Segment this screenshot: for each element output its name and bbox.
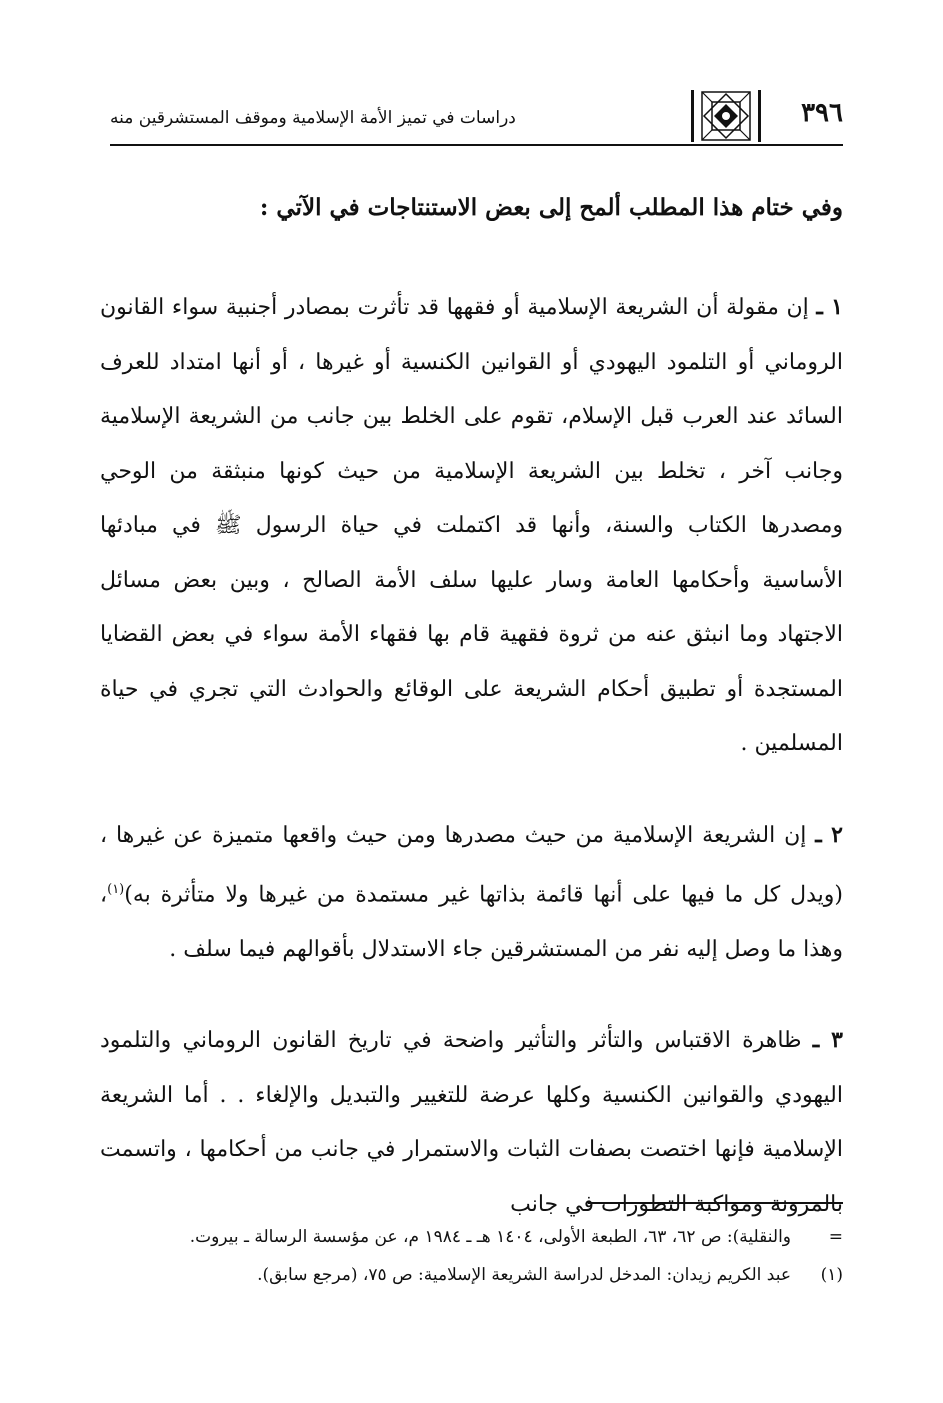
conclusion-item-1 [100, 280, 843, 772]
header-divider [110, 144, 843, 146]
footnote-text: عبد الكريم زيدان: المدخل لدراسة الشريعة الإسلامية: ص ٧٥، (مرجع سابق). [257, 1265, 791, 1285]
item-text: ظاهرة الاقتباس والتأثر والتأثير واضحة في تاريخ القانون الروماني والتلمود اليهودي والقوانين الكنسية وكلها عرضة للتغيير والتبديل والإلغاء . . أما الشريعة الإسلامية فإنها اختصت بصفات الثبات والاستمرار في جانب من أحكامها ، واتسمت بالمرونة ومواكبة التطورات في جانب [100, 1028, 843, 1217]
footnote-marker: (١) [820, 1265, 843, 1285]
footnote-1 [100, 1258, 843, 1292]
item-number: ٢ ـ [815, 821, 843, 848]
item-text: إن الشريعة الإسلامية من حيث مصدرها ومن حيث واقعها متميزة عن غيرها ، (ويدل كل ما فيها على أنها قائمة بذاتها غير مستمدة من غيرها ولا متأثرة به) [100, 822, 843, 908]
conclusion-item-3 [100, 1013, 843, 1232]
item-text: إن مقولة أن الشريعة الإسلامية أو فقهها قد تأثرت بمصادر أجنبية سواء القانون الروماني أو التلمود اليهودي أو القوانين الكنسية أو غيرها ، أو أنها امتداد للعرف السائد عند العرب قبل الإسلام، تقوم على الخلط بين جانب من الشريعة الإسلامية وجانب آخر ، تخلط بين الشريعة الإسلامية من حيث كونها منبثقة من الوحي ومصدرها الكتاب والسنة، وأنها قد اكتملت في حياة الرسول ﷺ في مبادئها الأساسية وأحكامها العامة وسار عليها سلف الأمة الصالح ، وبين بعض مسائل الاجتهاد وما انبثق عنه من ثروة فقهية قام بها فقهاء الأمة سواء في بعض القضايا المستجدة أو تطبيق أحكام الشريعة على الوقائع والحوادث التي تجري في حياة المسلمين . [100, 295, 843, 756]
item-number: ٣ ـ [812, 1027, 843, 1054]
footnote-marker: = [828, 1227, 843, 1247]
conclusion-item-2 [100, 808, 843, 978]
main-content [100, 180, 843, 1268]
footnote-divider [588, 1202, 843, 1204]
page-number: ٣٩٦ [801, 98, 843, 128]
footnote-continuation [100, 1220, 843, 1254]
footnote-reference[interactable]: (١) [107, 882, 125, 897]
page-header [110, 90, 843, 146]
running-title: دراسات في تميز الأمة الإسلامية وموقف المستشرقين منه [110, 108, 516, 128]
item-text-continued: ، وهذا ما وصل إليه نفر من المستشرقين جاء الاستدلال بأقوالهم فيما سلف . [100, 882, 843, 962]
footnote-text: والنقلية): ص ٦٢، ٦٣، الطبعة الأولى، ١٤٠٤ هـ ـ ١٩٨٤ م، عن مؤسسة الرسالة ـ بيروت. [189, 1227, 791, 1247]
footnotes [100, 1220, 843, 1296]
geometric-ornament-icon [691, 90, 761, 142]
section-subtitle: وفي ختام هذا المطلب ألمح إلى بعض الاستنتاجات في الآتي : [259, 194, 843, 221]
item-number: ١ ـ [816, 294, 843, 320]
